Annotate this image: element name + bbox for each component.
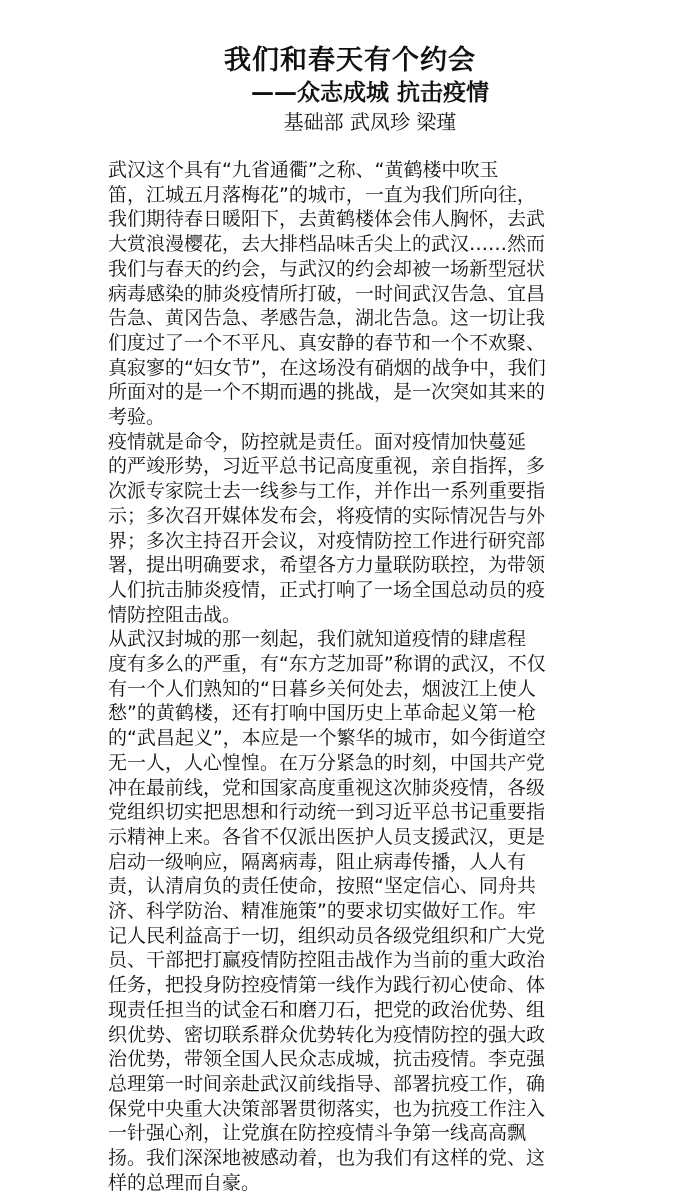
text-line: 济、科学防治、精准施策”的要求切实做好工作。牢 xyxy=(108,900,536,922)
text-line: 一针强心剂，让党旗在防控疫情斗争第一线高高飘 xyxy=(108,1122,527,1145)
text-line: 界；多次主持召开会议，对疫情防控工作进行研究部 xyxy=(108,529,546,552)
text-line: 员、干部把打赢疫情防控阻击战作为当前的重大政治 xyxy=(108,949,546,972)
text-line: 病毒感染的肺炎疫情所打破，一时间武汉告急、宜昌 xyxy=(108,282,546,305)
text-line: 人们抗击肺炎疫情，正式打响了一场全国总动员的疫 xyxy=(108,578,546,601)
text-line: 考验。 xyxy=(108,406,166,428)
text-line: 从武汉封城的那一刻起，我们就知道疫情的肆虐程 xyxy=(108,628,527,651)
text-line: 冲在最前线，党和国家高度重视这次肺炎疫情，各级 xyxy=(108,776,546,799)
text-line: 次派专家院士去一线参与工作，并作出一系列重要指 xyxy=(108,480,546,503)
text-line: 疫情就是命令，防控就是责任。面对疫情加快蔓延 xyxy=(108,430,527,453)
text-line: 治优势，带领全国人民众志成城，抗击疫情。李克强 xyxy=(108,1048,546,1071)
text-line: 责，认清肩负的责任使命，按照“坚定信心、同舟共 xyxy=(108,875,536,898)
text-line: 我们与春天的约会，与武汉的约会却被一场新型冠状 xyxy=(108,257,546,280)
text-line: 情防控阻击战。 xyxy=(108,603,242,626)
text-line: 无一人，人心惶惶。在万分紧急的时刻，中国共产党 xyxy=(108,751,546,774)
text-line: 的严竣形势，习近平总书记高度重视，亲自指挥，多 xyxy=(108,455,546,478)
authors-line: 基础部 武凤珍 梁瑾 xyxy=(283,110,457,134)
text-line: 度有多么的严重，有“东方芝加哥”称谓的武汉，不仅 xyxy=(108,653,546,675)
text-line: 署，提出明确要求，希望各方力量联防联控，为带领 xyxy=(108,554,546,577)
text-line: 大赏浪漫樱花，去大排档品味舌尖上的武汉……然而 xyxy=(108,233,546,256)
text-line: 现责任担当的试金石和磨刀石，把党的政治优势、组 xyxy=(108,998,546,1021)
text-line: 的“武昌起义”，本应是一个繁华的城市，如今街道空 xyxy=(108,727,546,750)
text-line: 任务，把投身防控疫情第一线作为践行初心使命、体 xyxy=(108,974,546,997)
text-line: 启动一级响应，隔离病毒，阻止病毒传播，人人有 xyxy=(108,850,527,873)
text-line: 扬。我们深深地被感动着，也为我们有这样的党、这 xyxy=(108,1147,546,1169)
text-line: 我们期待春日暖阳下，去黄鹤楼体会伟人胸怀，去武 xyxy=(108,208,546,231)
text-line: 所面对的是一个不期而遇的挑战，是一次突如其来的 xyxy=(108,381,546,404)
text-line: 真寂寥的“妇女节”，在这场没有硝烟的战争中，我们 xyxy=(108,356,546,379)
text-line: 笛，江城五月落梅花”的城市，一直为我们所向往， xyxy=(108,183,536,206)
text-line: 告急、黄冈告急、孝感告急，湖北告急。这一切让我 xyxy=(108,307,546,330)
text-line: 有一个人们熟知的“日暮乡关何处去，烟波江上使人 xyxy=(108,677,536,700)
text-line: 武汉这个具有“九省通衢”之称、“黄鹤楼中吹玉 xyxy=(108,159,499,181)
page-title: 我们和春天有个约会 xyxy=(224,45,476,76)
page-subtitle: ——众志成城 抗击疫情 xyxy=(250,80,489,106)
text-line: 党组织切实把思想和行动统一到习近平总书记重要指 xyxy=(108,801,546,824)
text-line: 们度过了一个不平凡、真安静的春节和一个不欢聚、 xyxy=(108,331,546,354)
text-line: 保党中央重大决策部署贯彻落实，也为抗疫工作注入 xyxy=(108,1097,546,1120)
text-line: 记人民利益高于一切，组织动员各级党组织和广大党 xyxy=(108,924,546,947)
text-line: 示；多次召开媒体发布会，将疫情的实际情况告与外 xyxy=(108,504,546,527)
text-line: 样的总理而自豪。 xyxy=(108,1171,261,1194)
text-line: 愁”的黄鹤楼，还有打响中国历史上革命起义第一枪 xyxy=(108,702,536,725)
text-line: 总理第一时间亲赴武汉前线指导、部署抗疫工作，确 xyxy=(108,1072,546,1095)
text-line: 织优势、密切联系群众优势转化为疫情防控的强大政 xyxy=(108,1023,546,1046)
text-line: 示精神上来。各省不仅派出医护人员支援武汉，更是 xyxy=(108,825,546,848)
